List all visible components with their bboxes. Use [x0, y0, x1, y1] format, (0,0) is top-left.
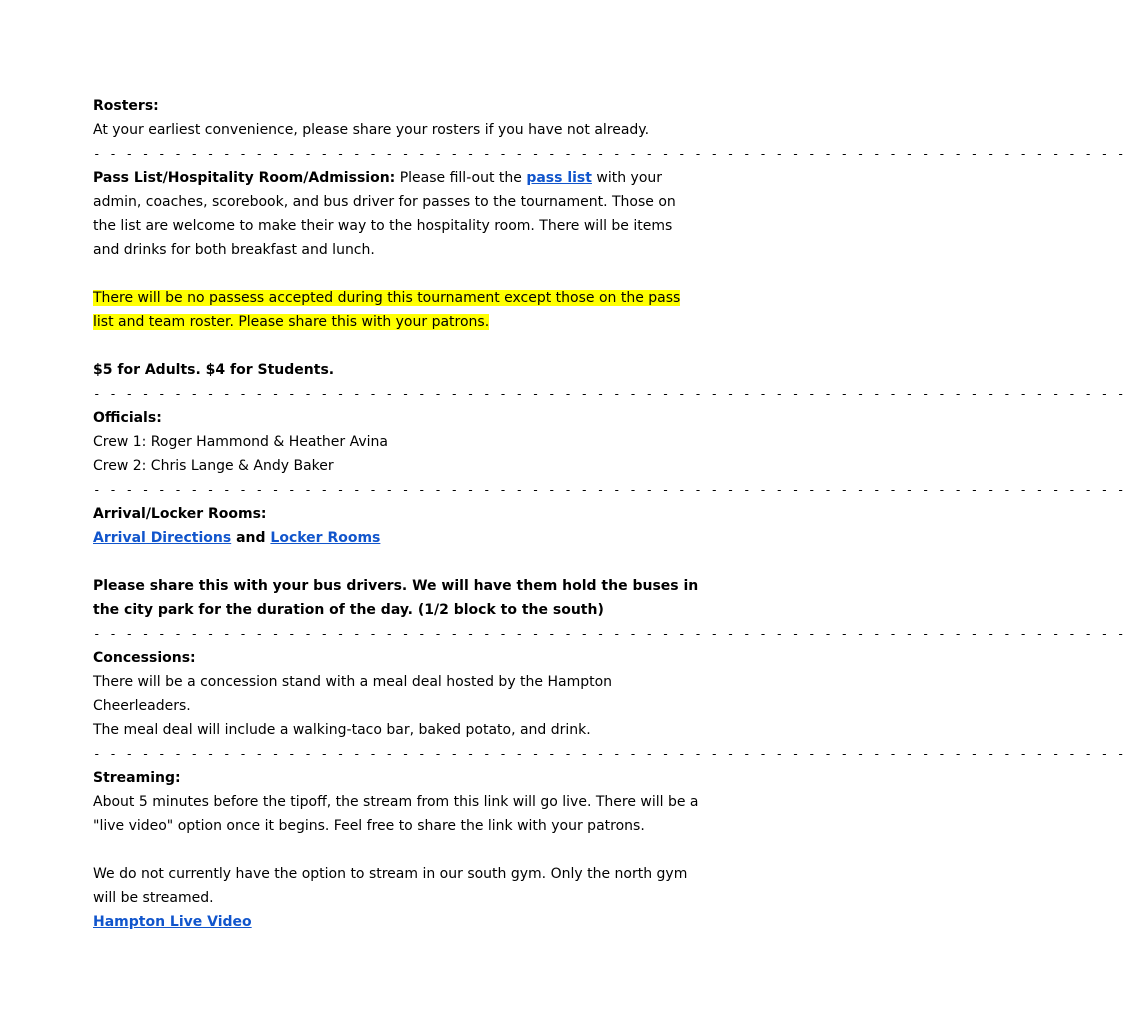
officials-crew2: Crew 2: Chris Lange & Andy Baker — [93, 458, 334, 474]
pass-warning-highlight-1: There will be no passess accepted during this tournament except those on the pass — [93, 290, 681, 306]
streaming-heading: Streaming: — [93, 770, 181, 786]
spacer — [93, 334, 703, 358]
streaming-text2: We do not currently have the option to stream in our south gym. Only the north gym will be streamed. — [93, 866, 688, 906]
spacer — [93, 262, 703, 286]
concessions-heading: Concessions: — [93, 650, 196, 666]
section-divider: - - - - - - - - - - - - - - - - - - - - - - - - - - - - - - - - - - - - - - - - - - - - - - - - - - - - - - - - - - - - - - - - — [93, 482, 1125, 497]
officials-crew1: Crew 1: Roger Hammond & Heather Avina — [93, 434, 388, 450]
pass-list-paragraph — [93, 166, 703, 262]
pass-list-text-after: with your admin, coaches, scorebook, and bus driver for passes to the tournament. Those on the list are welcome to make their way to the hospitality room. There will be items and drinks for both breakfast and lunch. — [93, 170, 676, 258]
rosters-heading: Rosters: — [93, 98, 159, 114]
admission-prices: $5 for Adults. $4 for Students. — [93, 362, 335, 378]
arrival-links — [93, 526, 703, 550]
concessions-text2: The meal deal will include a walking-taco bar, baked potato, and drink. — [93, 722, 591, 738]
section-divider: - - - - - - - - - - - - - - - - - - - - - - - - - - - - - - - - - - - - - - - - - - - - - - - - - - - - - - - - - - - - - - - - — [93, 146, 1125, 161]
concessions-text1: There will be a concession stand with a meal deal hosted by the Hampton Cheerleaders. — [93, 674, 613, 714]
hampton-live-video-link[interactable]: Hampton Live Video — [93, 914, 252, 930]
streaming-text1: About 5 minutes before the tipoff, the stream from this link will go live. There will be a "live video" option once it begins. Feel free to share the link with your patrons. — [93, 794, 699, 834]
pass-warning-line1 — [93, 286, 703, 310]
officials-heading: Officials: — [93, 410, 162, 426]
pass-list-text-before: Please fill-out the — [395, 170, 527, 186]
pass-warning-line2 — [93, 310, 703, 334]
locker-rooms-link[interactable]: Locker Rooms — [270, 530, 381, 546]
section-divider: - - - - - - - - - - - - - - - - - - - - - - - - - - - - - - - - - - - - - - - - - - - - - - - - - - - - - - - - - - - - - - - - — [93, 386, 1125, 401]
arrival-heading: Arrival/Locker Rooms: — [93, 506, 267, 522]
spacer — [93, 550, 703, 574]
pass-warning-highlight-2: list and team roster. Please share this with your patrons. — [93, 314, 490, 330]
section-divider: - - - - - - - - - - - - - - - - - - - - - - - - - - - - - - - - - - - - - - - - - - - - - - - - - - - - - - - - - - - - - - - - — [93, 626, 1125, 641]
document-page — [93, 94, 1125, 934]
section-divider: - - - - - - - - - - - - - - - - - - - - - - - - - - - - - - - - - - - - - - - - - - - - - - - - - - - - - - - - - - - - - - - - — [93, 746, 1125, 761]
arrival-directions-link[interactable]: Arrival Directions — [93, 530, 232, 546]
bus-driver-note: Please share this with your bus drivers. We will have them hold the buses in the city park for the duration of the day. (1/2 block to the south) — [93, 578, 699, 618]
spacer — [93, 838, 703, 862]
arrival-and: and — [231, 530, 271, 546]
pass-list-heading: Pass List/Hospitality Room/Admission: — [93, 170, 396, 186]
streaming-link-line — [93, 910, 703, 934]
rosters-text: At your earliest convenience, please share your rosters if you have not already. — [93, 122, 650, 138]
pass-list-link[interactable]: pass list — [526, 170, 592, 186]
